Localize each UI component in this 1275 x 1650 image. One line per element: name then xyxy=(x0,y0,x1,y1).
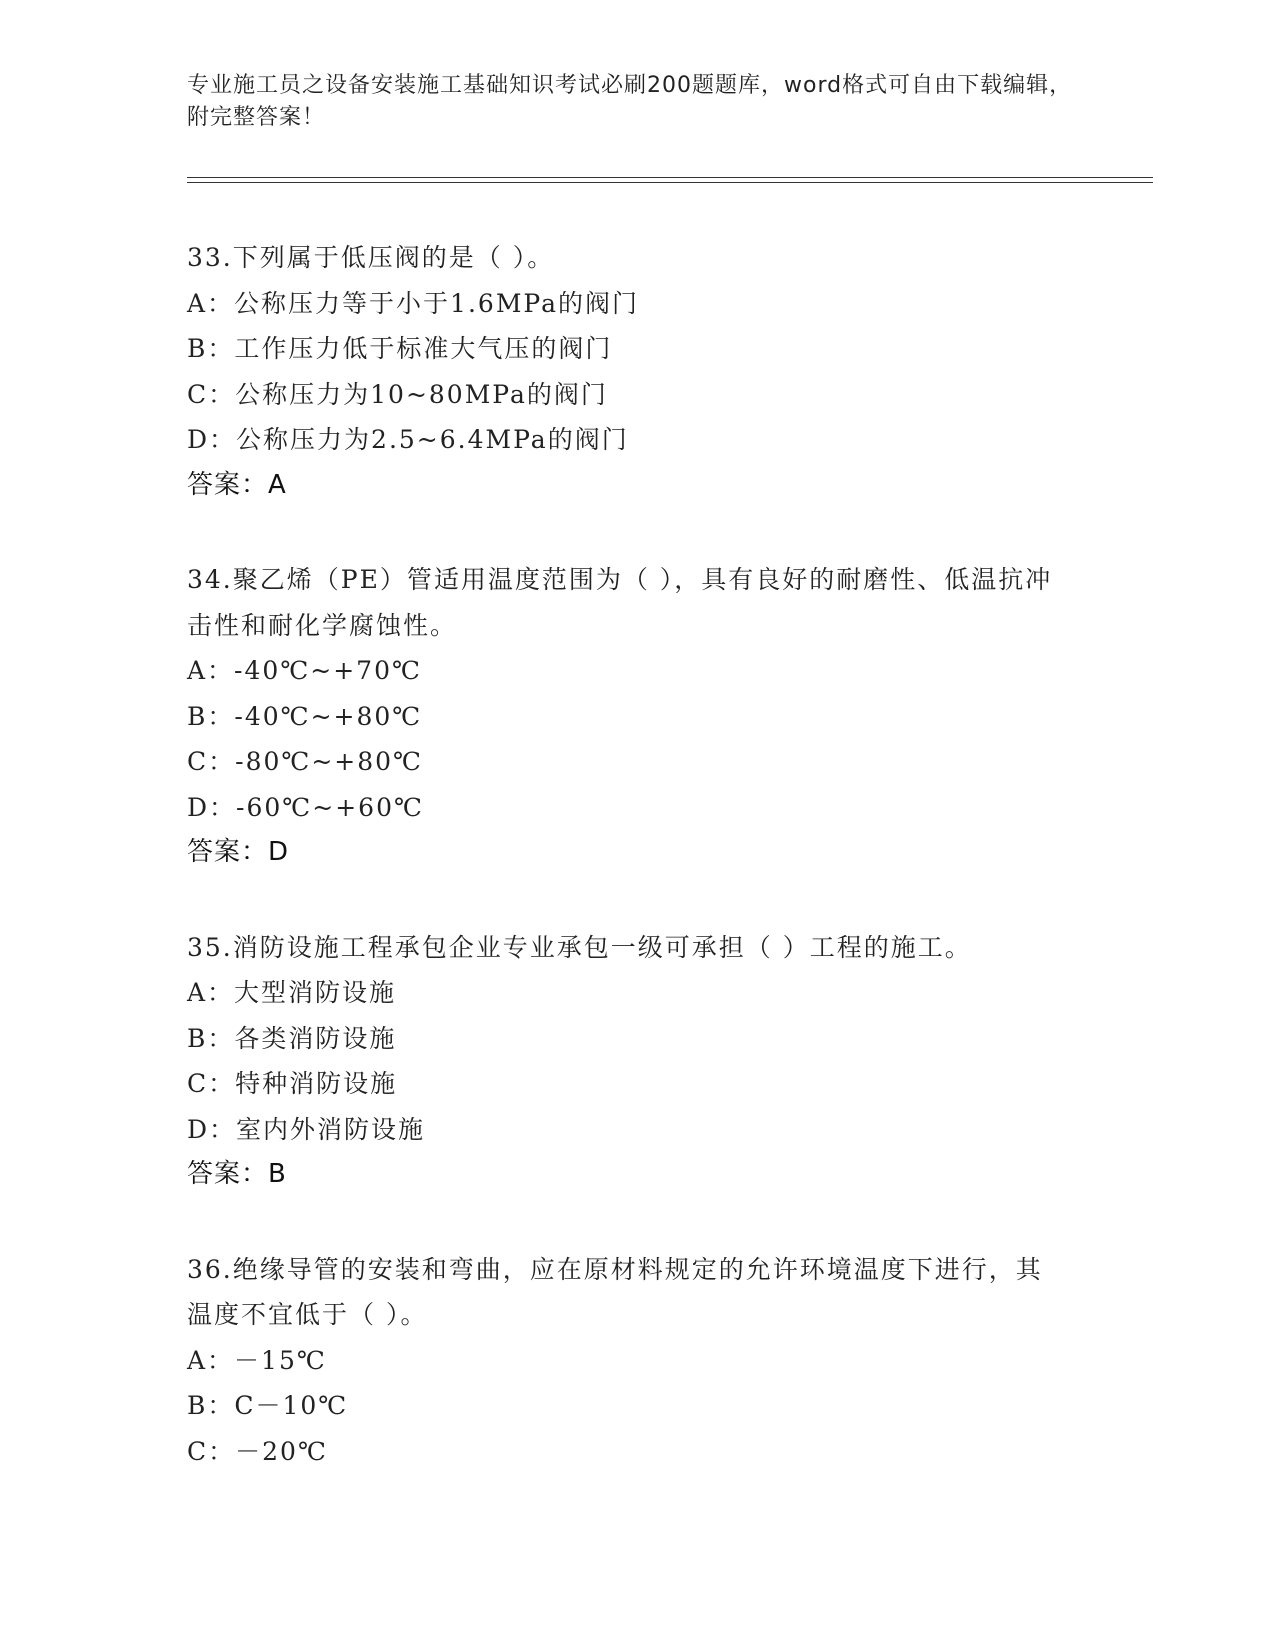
question-stem: 35.消防设施工程承包企业专业承包一级可承担（ ）工程的施工。 xyxy=(187,932,972,962)
answer-text: 答案：D xyxy=(187,837,290,867)
question-35 xyxy=(187,925,1087,1198)
question-36 xyxy=(187,1247,1087,1475)
header-divider-top xyxy=(187,177,1153,178)
answer-text: 答案：B xyxy=(187,1159,287,1189)
option-b: B：-40℃~+80℃ xyxy=(187,701,423,731)
option-c: C：公称压力为10~80MPa的阀门 xyxy=(187,379,608,409)
document-header: 专业施工员之设备安装施工基础知识考试必刷200题题库，word格式可自由下载编辑，附完整答案！ xyxy=(187,73,1073,130)
option-b: B：工作压力低于标准大气压的阀门 xyxy=(187,334,613,363)
option-c: C：－20℃ xyxy=(187,1436,328,1466)
question-list xyxy=(187,235,1087,1523)
option-a: A：公称压力等于小于1.6MPa的阀门 xyxy=(187,288,640,318)
option-a: A：－15℃ xyxy=(187,1345,327,1375)
question-34 xyxy=(187,557,1087,876)
question-33 xyxy=(187,235,1087,508)
option-b: B：各类消防设施 xyxy=(187,1023,397,1053)
question-stem: 36.绝缘导管的安装和弯曲，应在原材料规定的允许环境温度下进行，其温度不宜低于（ ）。 xyxy=(187,1254,1043,1329)
option-b: B：C－10℃ xyxy=(187,1391,349,1420)
option-d: D：公称压力为2.5~6.4MPa的阀门 xyxy=(187,425,629,454)
option-d: D：-60℃~+60℃ xyxy=(187,792,424,822)
option-c: C：特种消防设施 xyxy=(187,1069,398,1098)
option-a: A：-40℃~+70℃ xyxy=(187,656,422,685)
option-d: D：室内外消防设施 xyxy=(187,1114,426,1144)
option-c: C：-80℃~+80℃ xyxy=(187,747,424,776)
question-stem: 33.下列属于低压阀的是（ ）。 xyxy=(187,243,555,272)
answer-text: 答案：A xyxy=(187,469,287,500)
header-divider-bottom xyxy=(187,182,1153,183)
question-stem: 34.聚乙烯（PE）管适用温度范围为（ ），具有良好的耐磨性、低温抗冲击性和耐化学腐蚀性。 xyxy=(187,565,1053,640)
option-a: A：大型消防设施 xyxy=(187,978,397,1007)
